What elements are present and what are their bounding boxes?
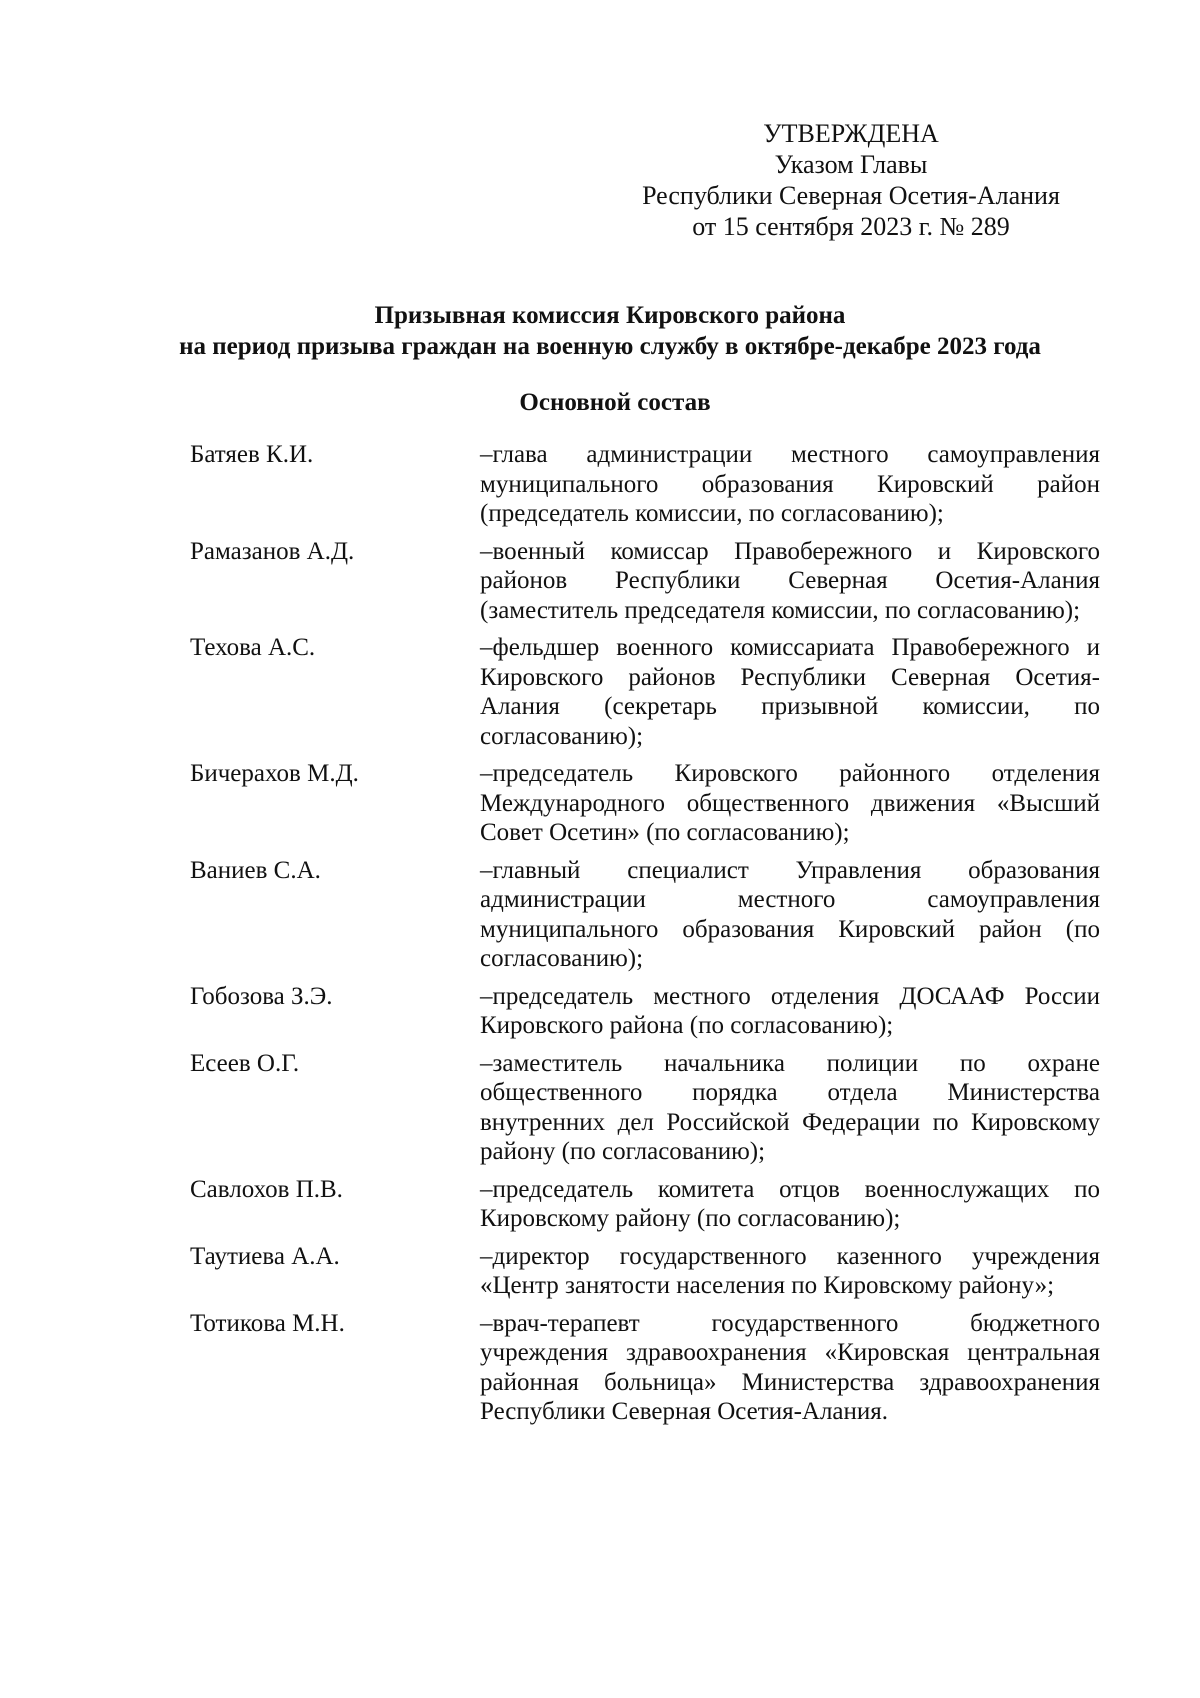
member-name: Таутиева А.А.: [190, 1242, 340, 1270]
member-role: –председатель комитета отцов военнослужащих по Кировскому району (по согласованию);: [480, 1175, 1100, 1232]
member-row: [190, 856, 1100, 974]
member-row: [190, 759, 1100, 848]
member-name: Есеев О.Г.: [190, 1049, 300, 1077]
document-title-line-2: на период призыва граждан на военную службу в октябре-декабре 2023 года: [179, 333, 1041, 360]
approval-date: от 15 сентября 2023 г. № 289: [692, 212, 1010, 241]
member-role: –директор государственного казенного учреждения «Центр занятости населения по Кировскому району»;: [480, 1242, 1100, 1299]
member-row: [190, 1175, 1100, 1234]
member-role: –председатель Кировского районного отделения Международного общественного движения «Высший Совет Осетин» (по согласованию);: [480, 760, 1100, 846]
section-heading: Основной состав: [519, 389, 711, 416]
member-row: [190, 1049, 1100, 1167]
member-role: –председатель местного отделения ДОСААФ России Кировского района (по согласованию);: [480, 982, 1100, 1039]
approval-block: [560, 118, 1160, 242]
member-row: [190, 633, 1100, 751]
member-row: [190, 982, 1100, 1041]
document-title-line-1: Призывная комиссия Кировского района: [374, 302, 846, 329]
member-name: Гобозова З.Э.: [190, 982, 333, 1010]
member-row: [190, 440, 1100, 529]
member-name: Рамазанов А.Д.: [190, 537, 355, 565]
member-name: Батяев К.И.: [190, 441, 314, 468]
member-role: –врач-терапевт государственного бюджетного учреждения здравоохранения «Кировская центральная районная больница» Министерства здравоохранения Республики Северная Осетия-Алания.: [480, 1309, 1100, 1425]
member-role: –военный комиссар Правобережного и Кировского районов Республики Северная Осетия-Алания (заместитель председателя комиссии, по согласованию);: [480, 537, 1100, 624]
member-name: Ваниев С.А.: [190, 856, 321, 884]
member-role: –главный специалист Управления образования администрации местного самоуправления муниципального образования Кировский район (по согласованию);: [480, 856, 1100, 972]
member-name: Тотикова М.Н.: [190, 1309, 345, 1337]
members-list: [190, 440, 1100, 1435]
approval-stamp: УТВЕРЖДЕНА: [763, 119, 939, 148]
member-row: [190, 1242, 1100, 1301]
member-role: –фельдшер военного комиссариата Правобережного и Кировского районов Республики Северная Осетия-Алания (секретарь призывной комиссии, по согласованию);: [480, 634, 1100, 750]
member-name: Савлохов П.В.: [190, 1175, 343, 1203]
member-role: –глава администрации местного самоуправления муниципального образования Кировский район (председатель комиссии, по согласованию);: [480, 441, 1100, 527]
member-name: Техова А.С.: [190, 634, 316, 661]
member-role: –заместитель начальника полиции по охране общественного порядка отдела Министерства внутренних дел Российской Федерации по Кировскому району (по согласованию);: [480, 1049, 1100, 1165]
member-name: Бичерахов М.Д.: [190, 760, 359, 787]
member-row: [190, 1309, 1100, 1427]
member-row: [190, 537, 1100, 626]
approval-authority-line-2: Республики Северная Осетия-Алания: [642, 181, 1060, 210]
document-title: [150, 300, 1070, 362]
approval-authority-line-1: Указом Главы: [774, 150, 928, 179]
